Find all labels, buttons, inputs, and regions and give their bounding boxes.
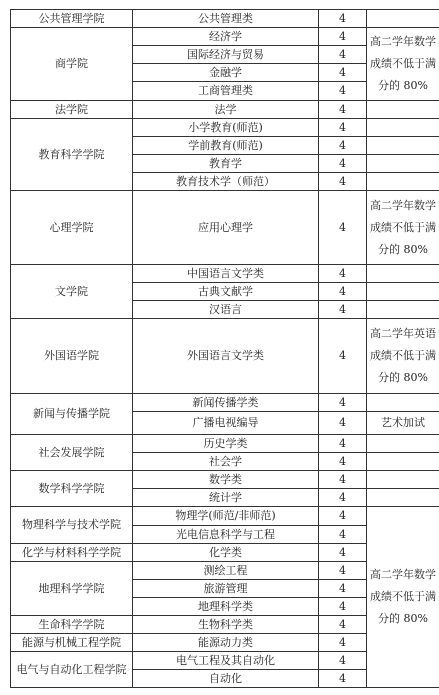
table-row [11,28,439,46]
years-cell: 4 [319,412,367,435]
note-cell [367,155,439,173]
note-cell [367,137,439,155]
major-cell: 应用心理学 [133,191,319,265]
major-cell: 教育技术学（师范） [133,173,319,191]
years-cell: 4 [319,191,367,265]
years-cell: 4 [319,598,367,616]
major-cell: 国际经济与贸易 [133,46,319,64]
college-cell: 心理学院 [11,191,133,265]
major-cell: 生物科学类 [133,616,319,634]
college-cell: 能源与机械工程学院 [11,634,133,652]
college-cell: 生命科学学院 [11,616,133,634]
years-cell: 4 [319,670,367,688]
major-cell: 金融学 [133,64,319,82]
years-cell: 4 [319,101,367,119]
years-cell: 4 [319,453,367,471]
college-cell: 社会发展学院 [11,435,133,471]
major-cell: 经济学 [133,28,319,46]
college-cell: 电气与自动化工程学院 [11,652,133,688]
major-cell: 物理学(师范/非师范) [133,507,319,526]
note-cell: 高二学年数学成绩不低于满分的 80% [367,507,439,688]
note-cell [367,101,439,119]
note-cell [367,10,439,28]
note-cell [367,394,439,412]
major-cell: 测绘工程 [133,562,319,580]
college-cell: 数学科学学院 [11,471,133,507]
years-cell: 4 [319,46,367,64]
major-cell: 数学类 [133,471,319,489]
major-cell: 地理科学类 [133,598,319,616]
note-cell: 艺术加试 [367,412,439,435]
note-cell [367,283,439,301]
table-row [11,507,439,526]
table-row [11,119,439,137]
college-cell: 公共管理学院 [11,10,133,28]
major-cell: 能源动力类 [133,634,319,652]
note-cell [367,119,439,137]
years-cell: 4 [319,544,367,562]
years-cell: 4 [319,507,367,526]
years-cell: 4 [319,394,367,412]
years-cell: 4 [319,435,367,453]
major-cell: 法学 [133,101,319,119]
major-cell: 自动化 [133,670,319,688]
table-row [11,435,439,453]
table-row [11,10,439,28]
years-cell: 4 [319,64,367,82]
college-cell: 文学院 [11,265,133,319]
table-row [11,394,439,412]
college-cell: 新闻与传播学院 [11,394,133,435]
major-cell: 中国语言文学类 [133,265,319,283]
admission-table [10,9,439,688]
major-cell: 电气工程及其自动化 [133,652,319,670]
major-cell: 新闻传播学类 [133,394,319,412]
years-cell: 4 [319,634,367,652]
table-row [11,471,439,489]
major-cell: 化学类 [133,544,319,562]
major-cell: 教育学 [133,155,319,173]
major-cell: 旅游管理 [133,580,319,598]
years-cell: 4 [319,580,367,598]
years-cell: 4 [319,489,367,507]
years-cell: 4 [319,652,367,670]
major-cell: 光电信息科学与工程 [133,526,319,544]
years-cell: 4 [319,526,367,544]
note-cell [367,173,439,191]
years-cell: 4 [319,82,367,101]
years-cell: 4 [319,10,367,28]
table-row [11,265,439,283]
major-cell: 小学教育(师范) [133,119,319,137]
college-cell: 法学院 [11,101,133,119]
note-cell [367,489,439,507]
note-cell: 高二学年数学成绩不低于满分的 80% [367,28,439,101]
years-cell: 4 [319,319,367,394]
note-cell [367,471,439,489]
major-cell: 公共管理类 [133,10,319,28]
note-cell [367,265,439,283]
note-cell: 高二学年英语成绩不低于满分的 80% [367,319,439,394]
major-cell: 历史学类 [133,435,319,453]
college-cell: 商学院 [11,28,133,101]
college-cell: 化学与材料科学学院 [11,544,133,562]
college-cell: 物理科学与技术学院 [11,507,133,544]
college-cell: 外国语学院 [11,319,133,394]
major-cell: 工商管理类 [133,82,319,101]
years-cell: 4 [319,155,367,173]
years-cell: 4 [319,173,367,191]
years-cell: 4 [319,301,367,319]
note-cell [367,301,439,319]
years-cell: 4 [319,119,367,137]
table-row [11,319,439,394]
major-cell: 学前教育(师范) [133,137,319,155]
major-cell: 社会学 [133,453,319,471]
major-cell: 汉语言 [133,301,319,319]
major-cell: 广播电视编导 [133,412,319,435]
college-cell: 教育科学学院 [11,119,133,191]
years-cell: 4 [319,137,367,155]
years-cell: 4 [319,265,367,283]
table-row [11,101,439,119]
note-cell: 高二学年数学成绩不低于满分的 80% [367,191,439,265]
years-cell: 4 [319,28,367,46]
major-cell: 古典文献学 [133,283,319,301]
years-cell: 4 [319,616,367,634]
admission-table-body [11,10,439,688]
college-cell: 地理科学学院 [11,562,133,616]
table-row [11,191,439,265]
years-cell: 4 [319,471,367,489]
years-cell: 4 [319,562,367,580]
note-cell [367,453,439,471]
years-cell: 4 [319,283,367,301]
major-cell: 外国语言文学类 [133,319,319,394]
note-cell [367,435,439,453]
major-cell: 统计学 [133,489,319,507]
